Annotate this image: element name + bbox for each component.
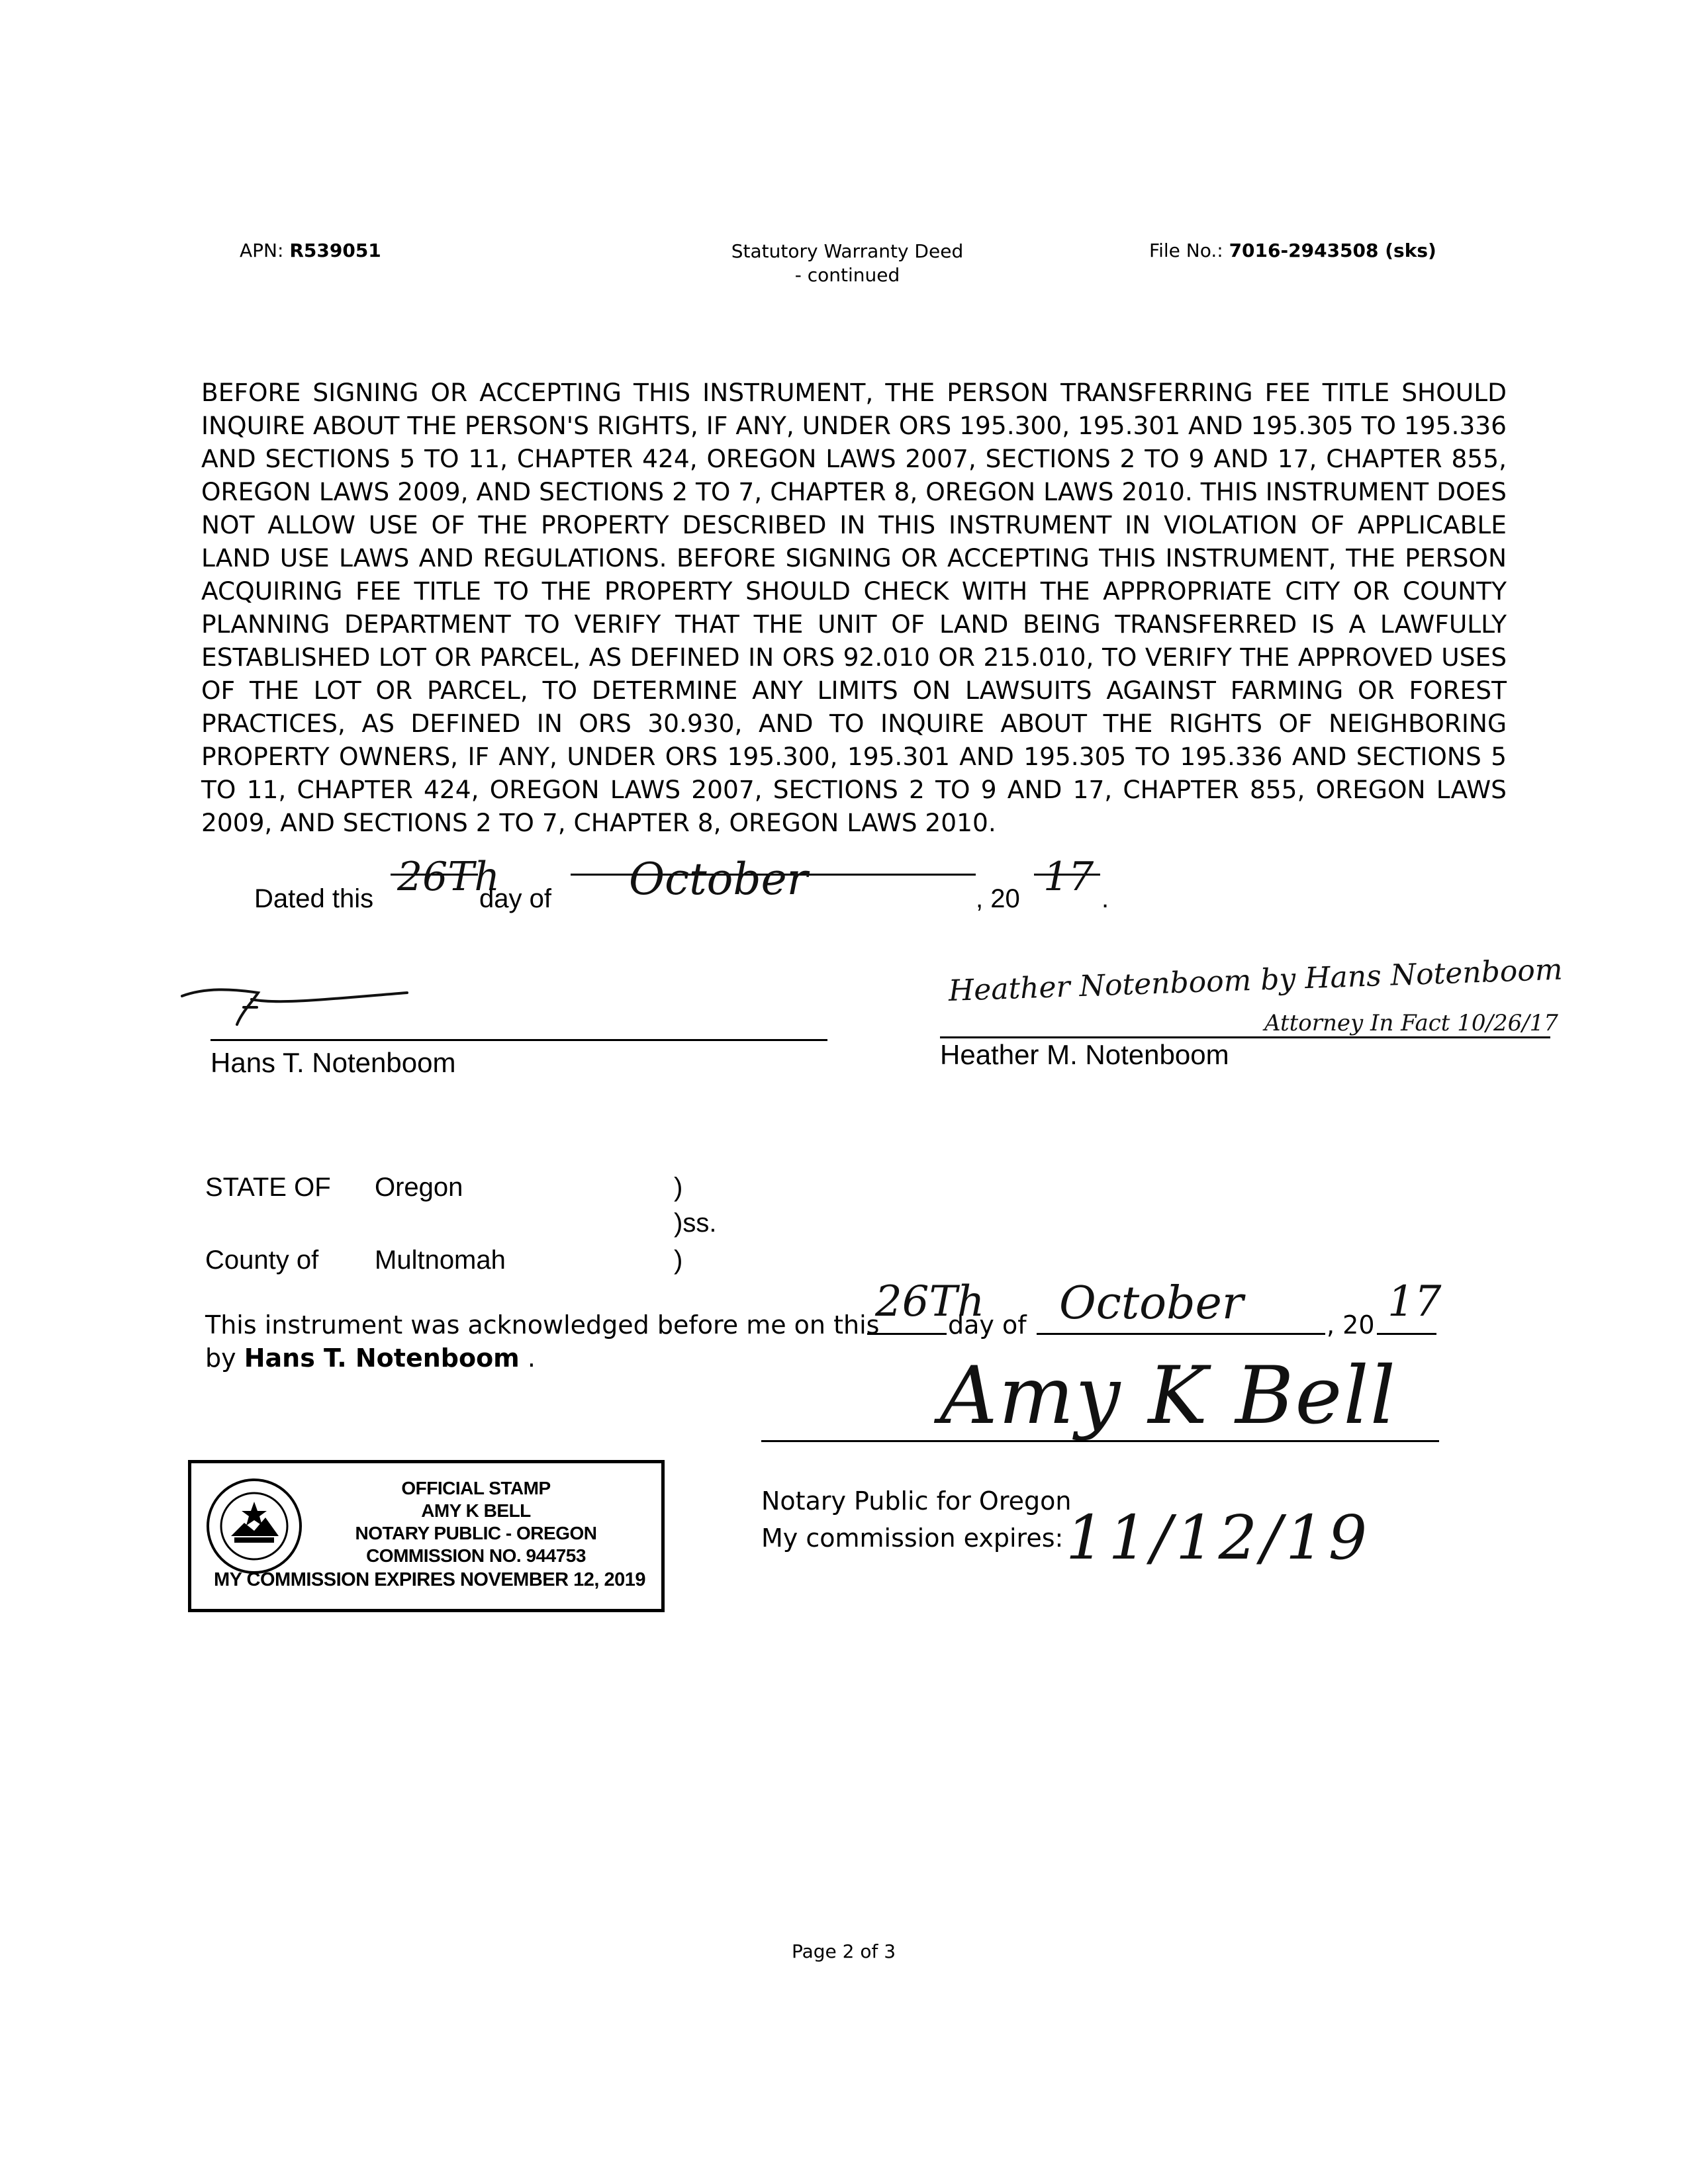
ack-year-prefix: , 20 bbox=[1327, 1310, 1375, 1340]
page-number: Page 2 of 3 bbox=[792, 1940, 896, 1962]
stamp-line-official: OFFICIAL STAMP bbox=[401, 1478, 551, 1498]
state-label: STATE OF bbox=[205, 1173, 331, 1202]
stamp-line-expires: MY COMMISSION EXPIRES NOVEMBER 12, 2019 bbox=[214, 1569, 645, 1590]
ack-day-of: day of bbox=[948, 1310, 1027, 1340]
file-value: 7016-2943508 (sks) bbox=[1229, 240, 1436, 261]
heather-signature-handwritten: Heather Notenboom by Hans Notenboom bbox=[948, 952, 1564, 1008]
signer1-line bbox=[211, 1039, 827, 1041]
dated-prefix: Dated this bbox=[254, 884, 374, 913]
stamp-line-name: AMY K BELL bbox=[421, 1500, 531, 1521]
dated-month-handwritten: October bbox=[629, 854, 808, 905]
county-label: County of bbox=[205, 1246, 319, 1275]
venue-paren-2: ) bbox=[674, 1246, 683, 1275]
ors-disclaimer-paragraph: BEFORE SIGNING OR ACCEPTING THIS INSTRUMENT, THE PERSON TRANSFERRING FEE TITLE SHOULD INQUIRE ABOUT THE PERSON'S RIGHTS, IF ANY, UNDER ORS 195.300, 195.301 AND 195.305 TO 195.336 AND SECTIONS 5 TO 11, CHAPTER 424, OREGON LAWS 2007, SECTIONS 2 TO 9 AND 17, CHAPTER 855, OREGON LAWS 2009, AND SECTIONS 2 TO 7, CHAPTER 8, OREGON LAWS 2010. THIS INSTRUMENT DOES NOT ALLOW USE OF THE PROPERTY DESCRIBED IN THIS INSTRUMENT IN VIOLATION OF APPLICABLE LAND USE LAWS AND REGULATIONS. BEFORE SIGNING OR ACCEPTING THIS INSTRUMENT, THE PERSON ACQUIRING FEE TITLE TO THE PROPERTY SHOULD CHECK WITH THE APPROPRIATE CITY OR COUNTY PLANNING DEPARTMENT TO VERIFY THAT THE UNIT OF LAND BEING TRANSFERRED IS A LAWFULLY ESTABLISHED LOT OR PARCEL, AS DEFINED IN ORS 92.010 OR 215.010, TO VERIFY THE APPROVED USES OF THE LOT OR PARCEL, TO DETERMINE ANY LIMITS ON LAWSUITS AGAINST FARMING OR FOREST PRACTICES, AS DEFINED IN ORS 30.930, AND TO INQUIRE ABOUT THE RIGHTS OF NEIGHBORING PROPERTY OWNERS, IF ANY, UNDER ORS 195.300, 195.301 AND 195.305 TO 195.336 AND SECTIONS 5 TO 11, CHAPTER 424, OREGON LAWS 2007, SECTIONS 2 TO 9 AND 17, CHAPTER 855, OREGON LAWS 2009, AND SECTIONS 2 TO 7, CHAPTER 8, OREGON LAWS 2010. bbox=[201, 378, 1507, 837]
attorney-in-fact-handwritten: Attorney In Fact 10/26/17 bbox=[1264, 1010, 1558, 1036]
apn-value: R539051 bbox=[289, 240, 381, 261]
stamp-line-notary: NOTARY PUBLIC - OREGON bbox=[355, 1523, 597, 1543]
notary-signature-handwritten: Amy K Bell bbox=[940, 1350, 1397, 1442]
file-number bbox=[1149, 240, 1436, 261]
signer2-line bbox=[940, 1036, 1550, 1038]
venue-paren-1: ) bbox=[674, 1173, 683, 1202]
ack-by-label: by bbox=[205, 1343, 236, 1373]
ack-year-handwritten: 17 bbox=[1387, 1277, 1442, 1326]
dated-day-of: day of bbox=[479, 884, 551, 913]
dated-year-prefix: , 20 bbox=[976, 884, 1020, 913]
doc-subtitle: - continued bbox=[794, 264, 900, 286]
ack-year-line bbox=[1377, 1333, 1436, 1335]
signer2-name: Heather M. Notenboom bbox=[940, 1039, 1229, 1070]
venue-ss: )ss. bbox=[674, 1208, 717, 1238]
commission-expires-handwritten: 11/12/19 bbox=[1066, 1502, 1372, 1573]
state-of-oregon-seal-icon bbox=[205, 1477, 304, 1576]
county-value: Multnomah bbox=[375, 1246, 506, 1275]
notary-signature-line bbox=[761, 1440, 1439, 1442]
ack-month-line bbox=[1037, 1333, 1325, 1335]
signer1-name: Hans T. Notenboom bbox=[211, 1047, 456, 1078]
dated-year-handwritten: 17 bbox=[1043, 854, 1094, 900]
acknowledgment-text: This instrument was acknowledged before me on this bbox=[205, 1310, 880, 1340]
ack-by-period: . bbox=[519, 1343, 536, 1373]
dated-day-handwritten: 26Th bbox=[397, 854, 500, 900]
file-label: File No.: bbox=[1149, 240, 1223, 261]
apn bbox=[240, 240, 381, 261]
doc-title: Statutory Warranty Deed bbox=[731, 240, 964, 262]
stamp-line-commission: COMMISSION NO. 944753 bbox=[366, 1545, 586, 1566]
state-value: Oregon bbox=[375, 1173, 463, 1202]
document-title bbox=[662, 240, 1033, 287]
dated-period: . bbox=[1102, 884, 1109, 913]
notary-public-for: Notary Public for Oregon bbox=[761, 1486, 1072, 1516]
ack-by-line bbox=[205, 1343, 536, 1373]
official-notary-stamp bbox=[188, 1460, 665, 1612]
ack-day-handwritten: 26Th bbox=[875, 1277, 985, 1326]
ack-by-name: Hans T. Notenboom bbox=[244, 1343, 520, 1373]
hans-signature-mark bbox=[179, 979, 417, 1039]
ack-month-handwritten: October bbox=[1059, 1277, 1244, 1330]
ack-day-line bbox=[867, 1333, 947, 1335]
apn-label: APN: bbox=[240, 240, 284, 261]
commission-label: My commission expires: bbox=[761, 1524, 1064, 1553]
